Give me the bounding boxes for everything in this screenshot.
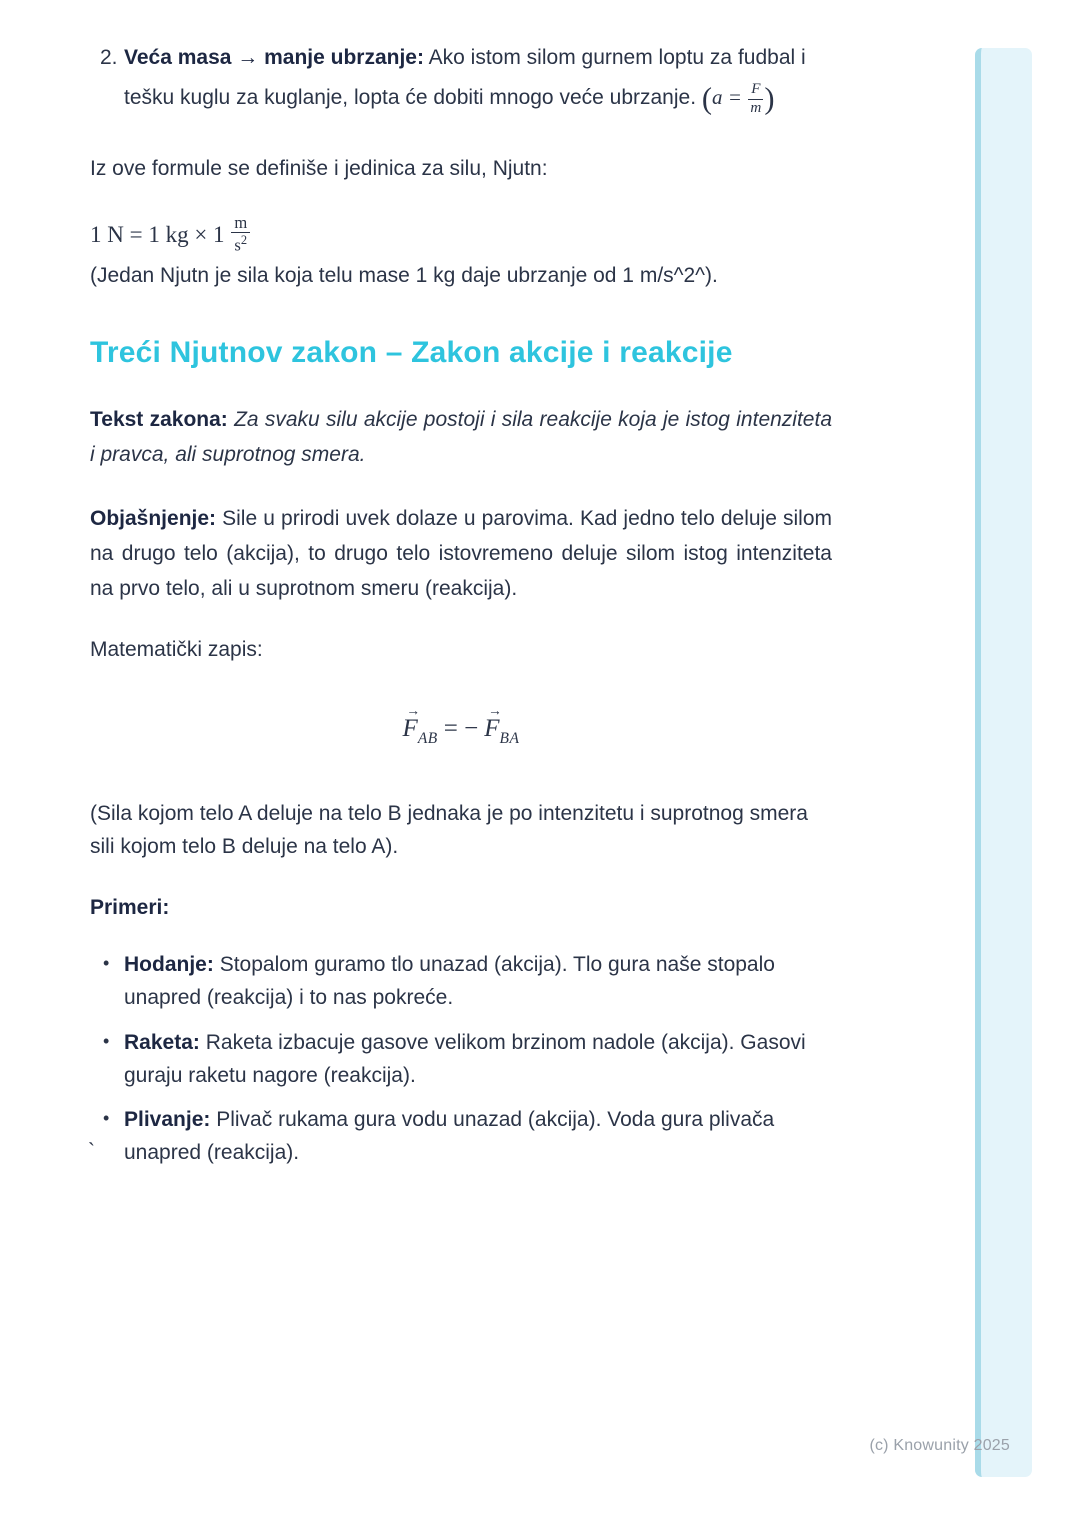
bullet-label: Plivanje: [124,1108,211,1132]
vector-arrow-icon: → [488,702,501,718]
examples-list [90,949,832,1171]
page-content [90,42,832,1194]
list-item-label: Veća masa → manje ubrzanje: [124,46,424,69]
law-text-paragraph [90,402,832,473]
right-accent-strip [975,48,1032,1477]
law-text-label: Tekst zakona: [90,408,228,432]
copyright-footer: (c) Knowunity 2025 [869,1437,1010,1454]
bullet-icon: • [103,952,110,973]
bullet-icon: • [103,1108,110,1129]
bullet-text: Stopalom guramo tlo unazad (akcija). Tlo gura naše stopalo unapred (reakcija) i to nas pokreće. [124,952,775,1009]
law-text: Za svaku silu akcije postoji i sila reakcije koja je istog intenziteta i pravca, ali suprotnog smera. [90,408,832,467]
explanation-text: Sile u prirodi uvek dolaze u parovima. Kad jedno telo deluje silom na drugo telo (akcija), to drugo telo istovremeno deluje silom istog intenziteta na prvo telo, ali u suprotnom smeru (reakcija). [90,506,832,601]
bullet-text: Raketa izbacuje gasove velikom brzinom nadole (akcija). Gasovi guraju raketu nagore (reakcija). [124,1030,806,1087]
bullet-label: Hodanje: [124,952,214,976]
explanation-label: Objašnjenje: [90,506,217,530]
bullet-icon: • [103,1030,110,1051]
newton-unit-formula: 1 N = 1 kg × 1 $\frac{m}{s^2}$ [90,214,832,254]
vector-arrow-icon: → [406,702,420,718]
action-reaction-formula: → $F_{AB}$ = − → $F_{BA}$ [90,709,832,751]
examples-label: Primeri: [90,895,170,919]
list-item-number: 2. [100,46,118,69]
list-item-2 [90,42,832,123]
list-item-body [124,42,832,123]
stray-backtick-char: ` [88,1140,95,1163]
newton-unit-note: (Jedan Njutn je sila koja telu mase 1 kg daje ubrzanje od 1 m/s^2^). [90,264,718,288]
formula-explanation-note: (Sila kojom telo A deluje na telo B jednaka je po intenzitetu i suprotnog smera sili kojom telo B deluje na telo A). [90,801,808,858]
formula-a-equals-f-over-m: (a = $\frac{F}{m}$ ) [701,80,775,117]
intro-paragraph: Iz ove formule se definiše i jedinica za silu, Njutn: [90,156,548,180]
list-item [90,1027,832,1093]
math-notation-caption: Matematički zapis: [90,638,263,662]
bullet-label: Raketa: [124,1030,200,1054]
list-item-text: Ako istom silom gurnem loptu za fudbal i tešku kuglu za kuglanje, lopta će dobiti mnogo veće ubrzanje. [124,46,806,109]
section-heading: Treći Njutnov zakon – Zakon akcije i reakcije [90,336,733,369]
bullet-text: Plivač rukama gura vodu unazad (akcija). Voda gura plivača unapred (reakcija). [124,1108,775,1165]
explanation-paragraph [90,501,832,607]
list-item [90,949,832,1015]
list-item [90,1104,832,1170]
